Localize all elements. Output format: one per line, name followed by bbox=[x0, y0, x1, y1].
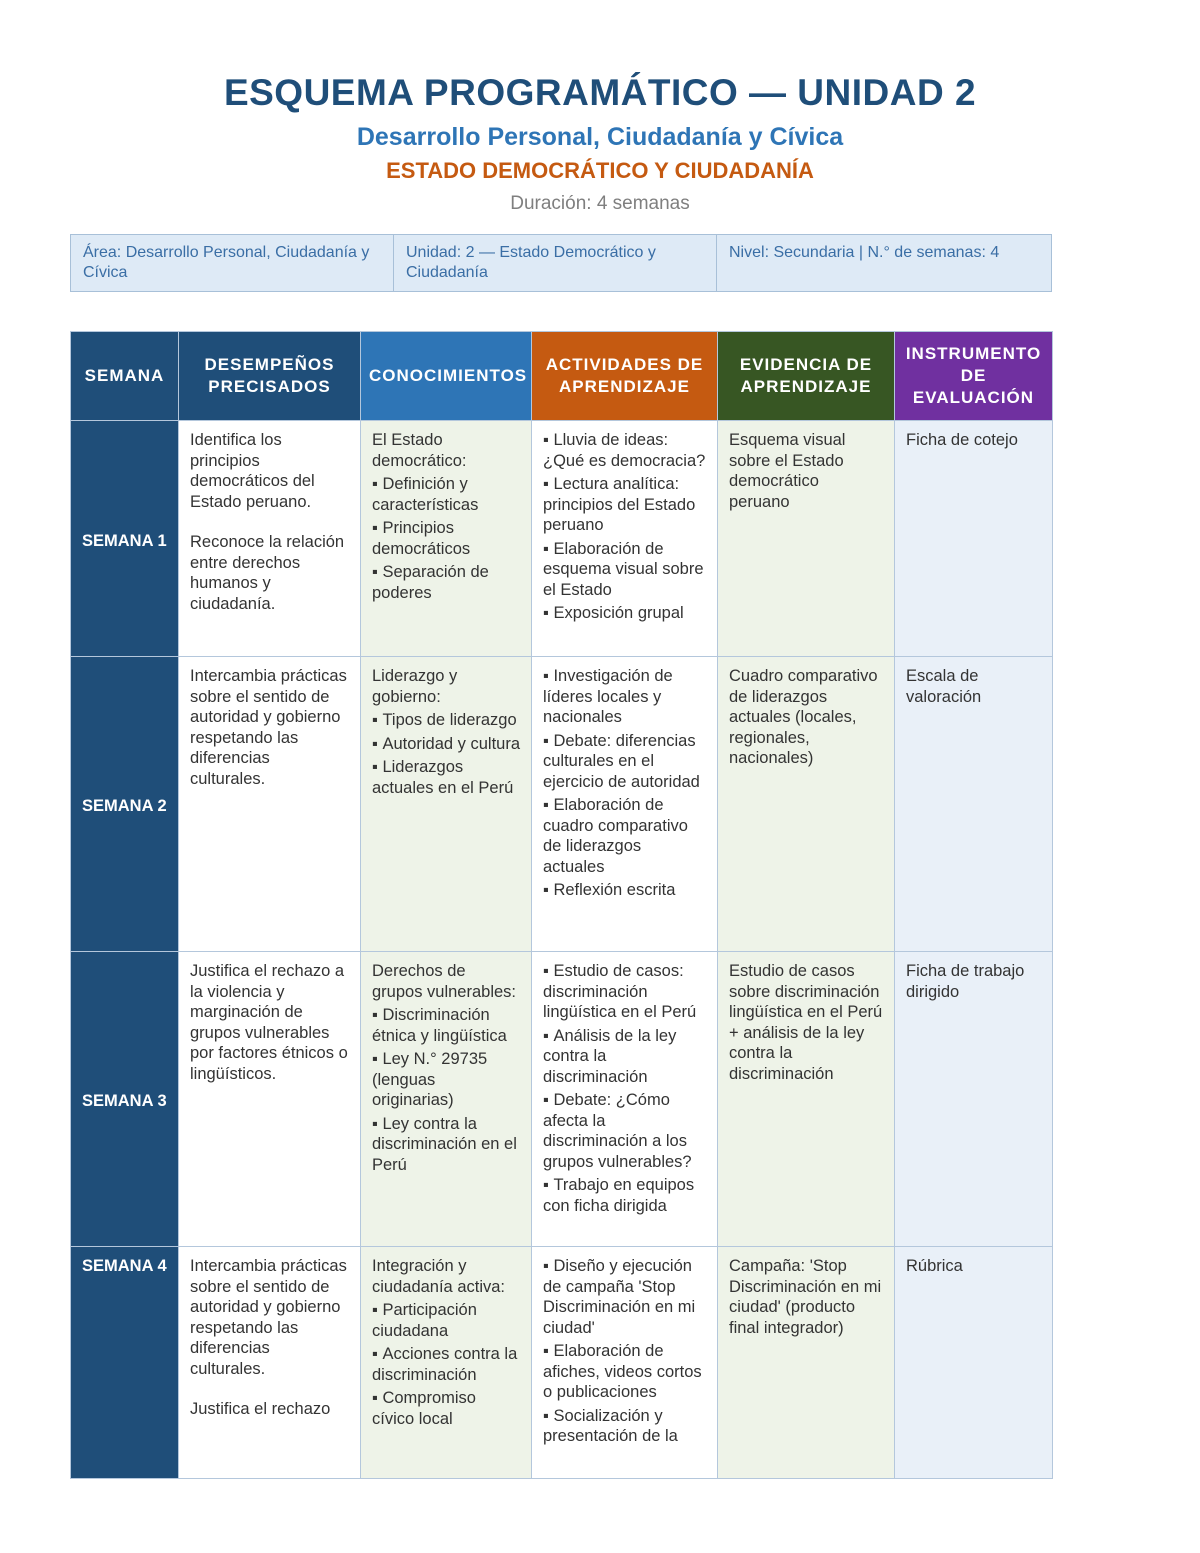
header-actividades: ACTIVIDADES DE APRENDIZAJE bbox=[532, 332, 718, 421]
evidencia-cell: Estudio de casos sobre discriminación lingüística en el Perú + análisis de la ley contra la discriminación bbox=[718, 952, 895, 1247]
info-unidad: Unidad: 2 — Estado Democrático y Ciudadanía bbox=[394, 235, 717, 291]
desempeno-text: Justifica el rechazo bbox=[190, 1400, 331, 1418]
list-item: ▪ Elaboración de afiches, videos cortos o publicaciones bbox=[543, 1341, 706, 1403]
conocimientos-cell bbox=[361, 657, 532, 952]
info-box bbox=[70, 234, 1052, 292]
desempeno-text: Intercambia prácticas sobre el sentido de autoridad y gobierno respetando las diferencias culturales. bbox=[190, 1257, 347, 1378]
list-item: ▪ Trabajo en equipos con ficha dirigida bbox=[543, 1175, 706, 1216]
list-item: ▪ Lluvia de ideas: ¿Qué es democracia? bbox=[543, 430, 706, 471]
schedule-table bbox=[70, 331, 1053, 1479]
list-item: ▪ Exposición grupal bbox=[543, 603, 706, 624]
conocimientos-intro: Integración y ciudadanía activa: bbox=[372, 1257, 506, 1296]
conocimientos-cell bbox=[361, 952, 532, 1247]
list-item: ▪ Definición y características bbox=[372, 474, 520, 515]
desempeno-text: Identifica los principios democráticos del Estado peruano. bbox=[190, 431, 315, 511]
instrumento-cell: Escala de valoración bbox=[895, 657, 1053, 952]
conocimientos-intro: El Estado democrático: bbox=[372, 431, 467, 470]
list-item: ▪ Elaboración de cuadro comparativo de liderazgos actuales bbox=[543, 795, 706, 877]
list-item: ▪ Tipos de liderazgo bbox=[372, 710, 520, 731]
list-item: ▪ Autoridad y cultura bbox=[372, 734, 520, 755]
actividades-cell bbox=[532, 1247, 718, 1479]
header-semana: SEMANA bbox=[71, 332, 179, 421]
info-nivel: Nivel: Secundaria | N.° de semanas: 4 bbox=[729, 244, 1000, 261]
list-item: ▪ Liderazgos actuales en el Perú bbox=[372, 757, 520, 798]
evidencia-cell: Campaña: 'Stop Discriminación en mi ciudad' (producto final integrador) bbox=[718, 1247, 895, 1479]
evidencia-cell: Esquema visual sobre el Estado democrático peruano bbox=[718, 421, 895, 657]
desempeno-text: Intercambia prácticas sobre el sentido de autoridad y gobierno respetando las diferencias culturales. bbox=[190, 667, 347, 788]
week-label: SEMANA 3 bbox=[71, 952, 179, 1247]
list-item: ▪ Participación ciudadana bbox=[372, 1300, 520, 1341]
table-row bbox=[71, 657, 1053, 952]
list-item: ▪ Debate: ¿Cómo afecta la discriminación a los grupos vulnerables? bbox=[543, 1090, 706, 1172]
desempeno-text: Reconoce la relación entre derechos humanos y ciudadanía. bbox=[190, 533, 345, 613]
list-item: ▪ Ley contra la discriminación en el Perú bbox=[372, 1114, 520, 1176]
page-title: ESQUEMA PROGRAMÁTICO — UNIDAD 2 bbox=[223, 72, 977, 113]
list-item: ▪ Discriminación étnica y lingüística bbox=[372, 1005, 520, 1046]
actividades-cell bbox=[532, 421, 718, 657]
list-item: ▪ Estudio de casos: discriminación lingüística en el Perú bbox=[543, 961, 706, 1023]
list-item: ▪ Debate: diferencias culturales en el ejercicio de autoridad bbox=[543, 731, 706, 793]
table-header-row bbox=[71, 332, 1053, 421]
header-instrumento: INSTRUMENTO DE EVALUACIÓN bbox=[895, 332, 1053, 421]
instrumento-cell: Rúbrica bbox=[895, 1247, 1053, 1479]
desempeno-text: Justifica el rechazo a la violencia y marginación de grupos vulnerables por factores étnicos o lingüísticos. bbox=[190, 962, 348, 1083]
duration-text: Duración: 4 semanas bbox=[510, 193, 690, 214]
instrumento-cell: Ficha de trabajo dirigido bbox=[895, 952, 1053, 1247]
header-desempenos: DESEMPEÑOS PRECISADOS bbox=[179, 332, 361, 421]
list-item: ▪ Principios democráticos bbox=[372, 518, 520, 559]
list-item: ▪ Acciones contra la discriminación bbox=[372, 1344, 520, 1385]
list-item: ▪ Lectura analítica: principios del Estado peruano bbox=[543, 474, 706, 536]
conocimientos-intro: Liderazgo y gobierno: bbox=[372, 667, 458, 706]
desempenos-cell bbox=[179, 421, 361, 657]
list-item: ▪ Reflexión escrita bbox=[543, 880, 706, 901]
table-row bbox=[71, 421, 1053, 657]
list-item: ▪ Análisis de la ley contra la discriminación bbox=[543, 1026, 706, 1088]
actividades-cell bbox=[532, 657, 718, 952]
list-item: ▪ Elaboración de esquema visual sobre el Estado bbox=[543, 539, 706, 601]
unit-subtitle: ESTADO DEMOCRÁTICO Y CIUDADANÍA bbox=[386, 158, 814, 183]
desempenos-cell bbox=[179, 1247, 361, 1479]
conocimientos-intro: Derechos de grupos vulnerables: bbox=[372, 962, 517, 1001]
table-row bbox=[71, 952, 1053, 1247]
week-label: SEMANA 4 bbox=[71, 1247, 179, 1479]
desempenos-cell bbox=[179, 952, 361, 1247]
course-subtitle: Desarrollo Personal, Ciudadanía y Cívica bbox=[356, 123, 844, 151]
info-area: Área: Desarrollo Personal, Ciudadanía y Cívica bbox=[71, 235, 394, 291]
header-conocimientos: CONOCIMIENTOS bbox=[361, 332, 532, 421]
header-evidencia: EVIDENCIA DE APRENDIZAJE bbox=[718, 332, 895, 421]
instrumento-cell: Ficha de cotejo bbox=[895, 421, 1053, 657]
conocimientos-cell bbox=[361, 421, 532, 657]
list-item: ▪ Investigación de líderes locales y nacionales bbox=[543, 666, 706, 728]
list-item: ▪ Socialización y presentación de la bbox=[543, 1406, 706, 1447]
list-item: ▪ Diseño y ejecución de campaña 'Stop Discriminación en mi ciudad' bbox=[543, 1256, 706, 1338]
week-label: SEMANA 2 bbox=[71, 657, 179, 952]
conocimientos-cell bbox=[361, 1247, 532, 1479]
evidencia-cell: Cuadro comparativo de liderazgos actuales (locales, regionales, nacionales) bbox=[718, 657, 895, 952]
list-item: ▪ Ley N.° 29735 (lenguas originarias) bbox=[372, 1049, 520, 1111]
desempenos-cell bbox=[179, 657, 361, 952]
week-label: SEMANA 1 bbox=[71, 421, 179, 657]
list-item: ▪ Compromiso cívico local bbox=[372, 1388, 520, 1429]
actividades-cell bbox=[532, 952, 718, 1247]
list-item: ▪ Separación de poderes bbox=[372, 562, 520, 603]
table-row bbox=[71, 1247, 1053, 1479]
